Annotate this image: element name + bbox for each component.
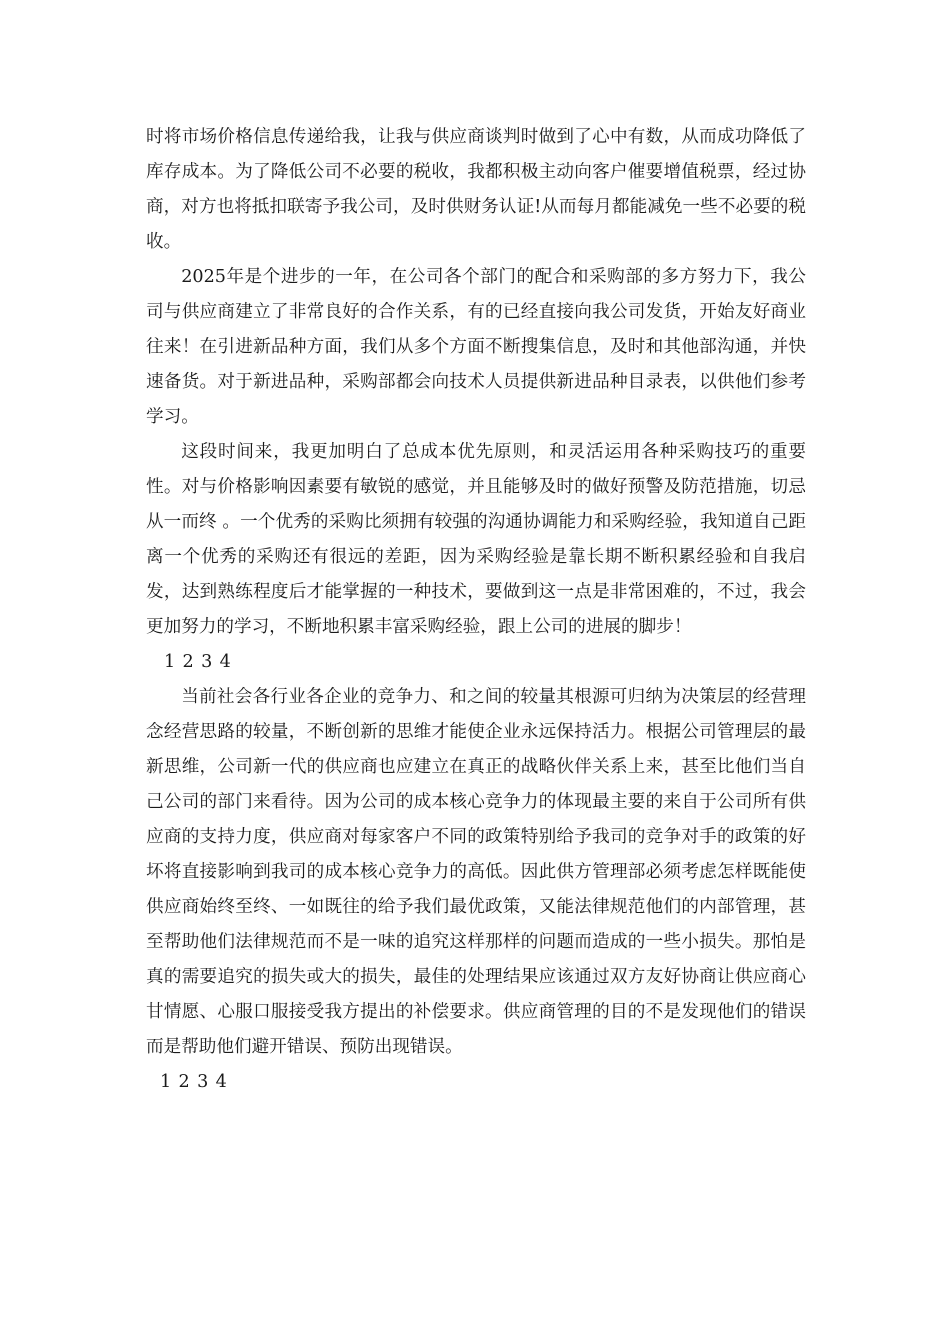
paragraph-market-price: 时将市场价格信息传递给我，让我与供应商谈判时做到了心中有数，从而成功降低了库存成本。为了降低公司不必要的税收，我都积极主动向客户催要增值税票，经过协商，对方也将抵扣联寄予我公司，及时供财务认证!从而每月都能减免一些不必要的税收。 <box>146 127 806 252</box>
page-numbers: 1 2 3 4 <box>160 1072 228 1092</box>
paragraph-cost-principle: 这段时间来，我更加明白了总成本优先原则，和灵活运用各种采购技巧的重要性。对与价格影响因素要有敏锐的感觉，并且能够及时的做好预警及防范措施，切忌 从一而终 。一个优秀的采购比须拥有较强的沟通协调能力和采购经验，我知道自己距离一个优秀的采购还有很远的差距，因为采购经验是靠长期不断积累经验和自我启发，达到熟练程度后才能掌握的一种技术，要做到这一点是非常困难的，不过，我会更加努力的学习，不断地积累丰富采购经验，跟上公司的进展的脚步！ <box>146 442 806 637</box>
document-body <box>146 120 806 1100</box>
page-numbers: 1 2 3 4 <box>164 652 232 672</box>
paragraph-supplier-management: 当前社会各行业各企业的竞争力、和之间的较量其根源可归纳为决策层的经营理念经营思路的较量，不断创新的思维才能使企业永远保持活力。根据公司管理层的最新思维，公司新一代的供应商也应建立在真正的战略伙伴关系上来，甚至比他们当自己公司的部门来看待。因为公司的成本核心竞争力的体现最主要的来自于公司所有供应商的支持力度，供应商对每家客户不同的政策特别给予我司的竞争对手的政策的好坏将直接影响到我司的成本核心竞争力的高低。因此供方管理部必须考虑怎样既能使供应商始终至终、一如既往的给予我们最优政策，又能法律规范他们的内部管理，甚至帮助他们法律规范而不是一味的追究这样那样的问题而造成的一些小损失。那怕是真的需要追究的损失或大的损失，最佳的处理结果应该通过双方友好协商让供应商心甘情愿、心服口服接受我方提出的补偿要求。供应商管理的目的不是发现他们的错误而是帮助他们避开错误、预防出现错误。 <box>146 687 806 1057</box>
paragraph-2025-progress: 2025年是个进步的一年，在公司各个部门的配合和采购部的多方努力下，我公司与供应商建立了非常良好的合作关系，有的已经直接向我公司发货，开始友好商业往来！在引进新品种方面，我们从多个方面不断搜集信息，及时和其他部沟通，并快速备货。对于新进品种，采购部都会向技术人员提供新进品种目录表，以供他们参考学习。 <box>146 267 806 427</box>
